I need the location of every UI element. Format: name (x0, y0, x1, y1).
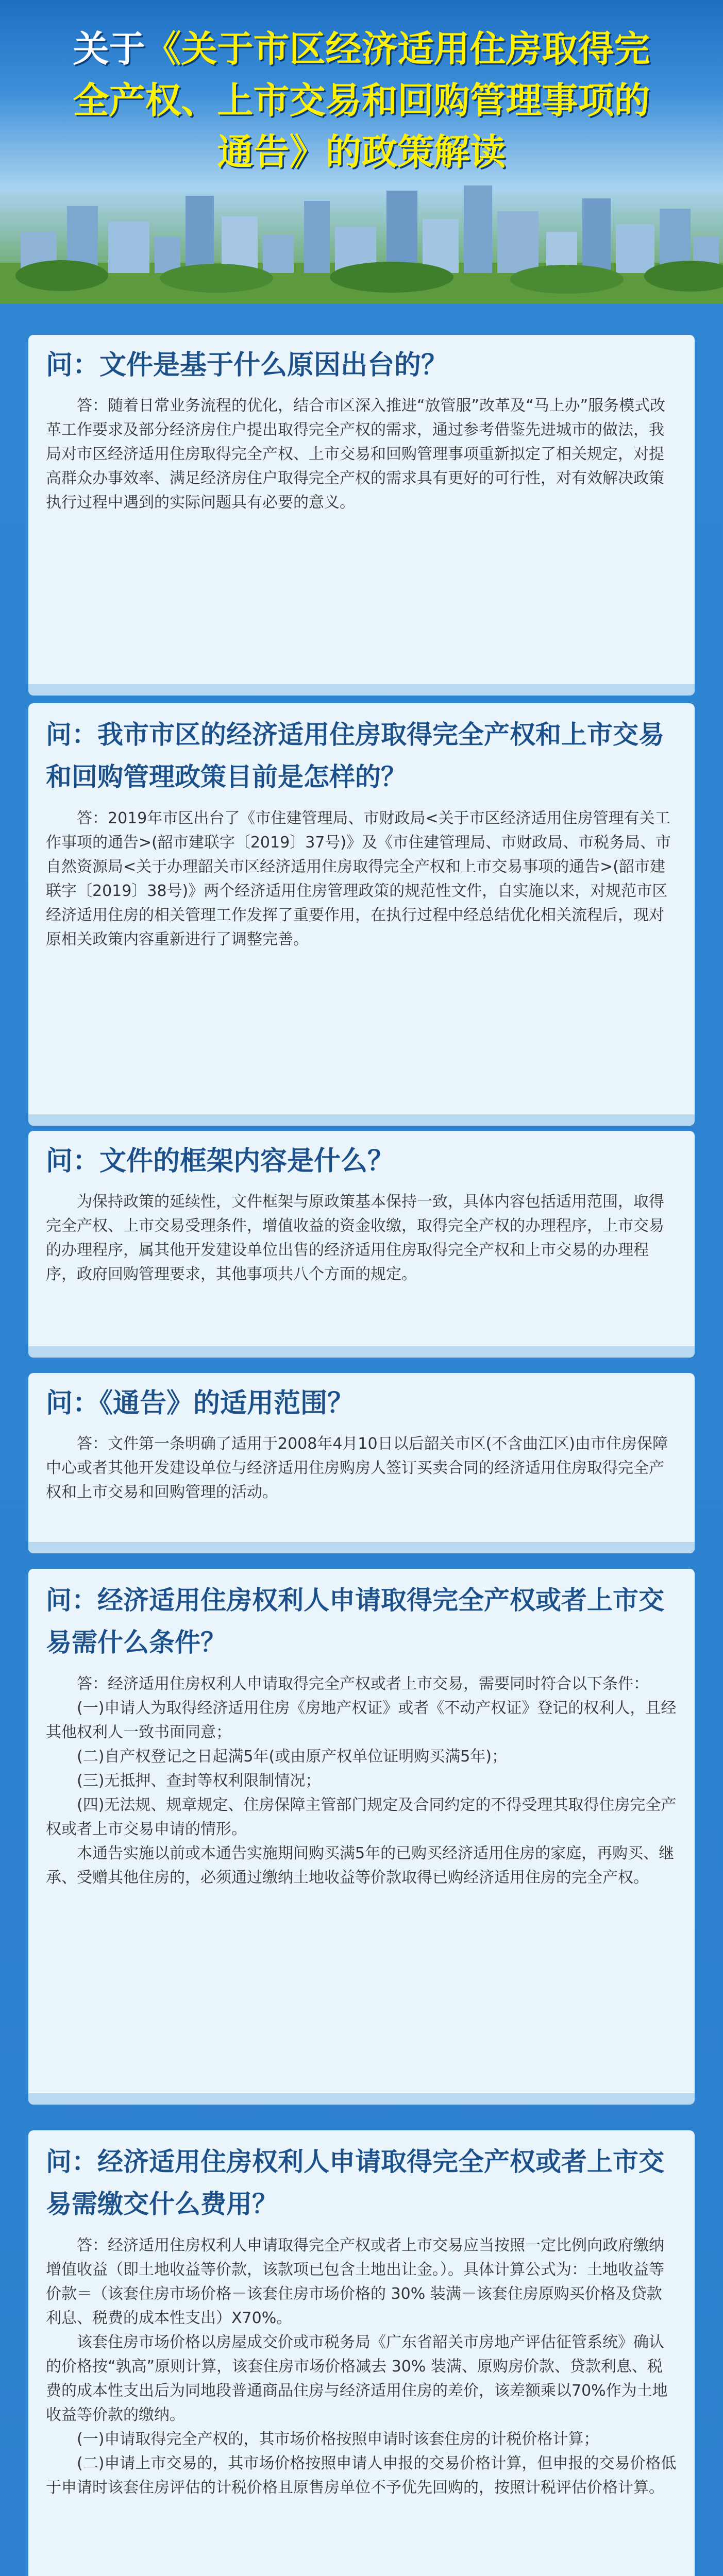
question-heading: 问：经济适用住房权利人申请取得完全产权或者上市交易需什么条件？ (46, 1585, 664, 1657)
faq-section-conditions (28, 1569, 695, 2105)
answer-paragraph: 答：文件第一条明确了适用于2008年4月10日以后韶关市区(不含曲江区)由市住房保障中心或者其他开发建设单位与经济适用住房购房人签订买卖合同的经济适用住房取得完全产权和上市交易和回购管理的活动。 (46, 1435, 668, 1501)
header-banner (0, 0, 723, 304)
question-heading: 问：我市市区的经济适用住房取得完全产权和上市交易和回购管理政策目前是怎样的？ (46, 720, 664, 792)
faq-section-origin (28, 335, 695, 696)
card-footer-band (28, 1542, 695, 1553)
card-footer-band (28, 2093, 695, 2105)
answer-paragraph: 答：经济适用住房权利人申请取得完全产权或者上市交易，需要同时符合以下条件： (77, 1675, 649, 1693)
faq-section-scope (28, 1373, 695, 1553)
condition-item: (四)无法规、规章规定、住房保障主管部门规定及合同约定的不得受理其取得住房完全产权或者上市交易申请的情形。 (46, 1796, 677, 1838)
city-skyline-illustration (0, 185, 723, 304)
answer-paragraph: 答：经济适用住房权利人申请取得完全产权或者上市交易应当按照一定比例向政府缴纳增值收益（即土地收益等价款，该款项已包含土地出让金。）。具体计算公式为：土地收益等价款＝（该套住房市场价格－该套住房市场价格的 30% 装满－该套住房原购买价格及贷款利息、税费的成本性支出）X70%。 (46, 2236, 664, 2327)
faq-section-current-policy (28, 703, 695, 1126)
page-title (36, 23, 687, 178)
card-footer-band (28, 1346, 695, 1358)
question-heading: 问：文件是基于什么原因出台的？ (46, 350, 448, 381)
condition-item: (一)申请人为取得经济适用住房《房地产权证》或者《不动产权证》登记的权利人，且经其他权利人一致书面同意； (46, 1699, 677, 1741)
answer-paragraph: 为保持政策的延续性，文件框架与原政策基本保持一致，具体内容包括适用范围，取得完全产权、上市交易受理条件，增值收益的资金收缴，取得完全产权的办理程序，上市交易的办理程序，属其他开发建设单位出售的经济适用住房取得完全产权和上市交易的办理程序，政府回购管理要求，其他事项共八个方面的规定。 (46, 1193, 664, 1283)
card-footer-band (28, 684, 695, 696)
question-heading: 问：经济适用住房权利人申请取得完全产权或者上市交易需缴交什么费用？ (46, 2147, 664, 2219)
title-line1-highlight: 《关于市区经济适用住房取得完 (145, 28, 650, 70)
question-heading: 问：《通告》的适用范围？ (46, 1388, 355, 1419)
condition-item: (二)自产权登记之日起满5年(或由原产权单位证明购买满5年)； (77, 1748, 507, 1766)
card-footer-band (28, 1114, 695, 1126)
fee-item: (一)申请取得完全产权的，其市场价格按照申请时该套住房的计税价格计算； (77, 2430, 599, 2448)
faq-section-fees (28, 2130, 695, 2576)
condition-item: (三)无抵押、查封等权利限制情况； (77, 1772, 321, 1790)
answer-paragraph: 本通告实施以前或本通告实施期间购买满5年的已购买经济适用住房的家庭，再购买、继承、受赠其他住房的，必须通过缴纳土地收益等价款取得已购经济适用住房的完全产权。 (46, 1844, 675, 1887)
answer-paragraph: 答：2019年市区出台了《市住建管理局、市财政局<关于市区经济适用住房管理有关工作事项的通告>(韶市建联字〔2019〕37号)》及《市住建管理局、市财政局、市税务局、市自然资源局<关于办理韶关市区经济适用住房取得完全产权和上市交易事项的通告>(韶市建联字〔2019〕38号)》两个经济适用住房管理政策的规范性文件，自实施以来，对规范市区经济适用住房的相关管理工作发挥了重要作用，在执行过程中经总结优化相关流程后，现对原相关政策内容重新进行了调整完善。 (46, 809, 671, 948)
fee-item: (二)申请上市交易的，其市场价格按照申请人申报的交易价格计算，但申报的交易价格低于申请时该套住房评估的计税价格且原售房单位不予优先回购的，按照计税评估价格计算。 (46, 2454, 677, 2497)
faq-section-framework (28, 1131, 695, 1358)
answer-paragraph: 答：随着日常业务流程的优化，结合市区深入推进“放管服”改革及“马上办”服务模式改革工作要求及部分经济房住户提出取得完全产权的需求，通过参考借鉴先进城市的做法，我局对市区经济适用住房取得完全产权、上市交易和回购管理事项重新拟定了相关规定，对提高群众办事效率、满足经济房住户取得完全产权的需求具有更好的可行性，对有效解决政策执行过程中遇到的实际问题具有必要的意义。 (46, 397, 666, 512)
title-line2: 全产权、上市交易和回购管理事项的 (73, 79, 650, 122)
question-heading: 问：文件的框架内容是什么？ (46, 1146, 395, 1177)
answer-paragraph: 该套住房市场价格以房屋成交价或市税务局《广东省韶关市房地产评估征管系统》确认的价格按“孰高”原则计算，该套住房市场价格减去 30% 装满、原购房价款、贷款利息、税费的成本性支出后为同地段普通商品住房与经济适用住房的差价，该差额乘以70%作为土地收益等价款的缴纳。 (46, 2333, 668, 2424)
title-line1-prefix: 关于 (73, 28, 145, 70)
title-line3: 通告》的政策解读 (217, 131, 506, 173)
